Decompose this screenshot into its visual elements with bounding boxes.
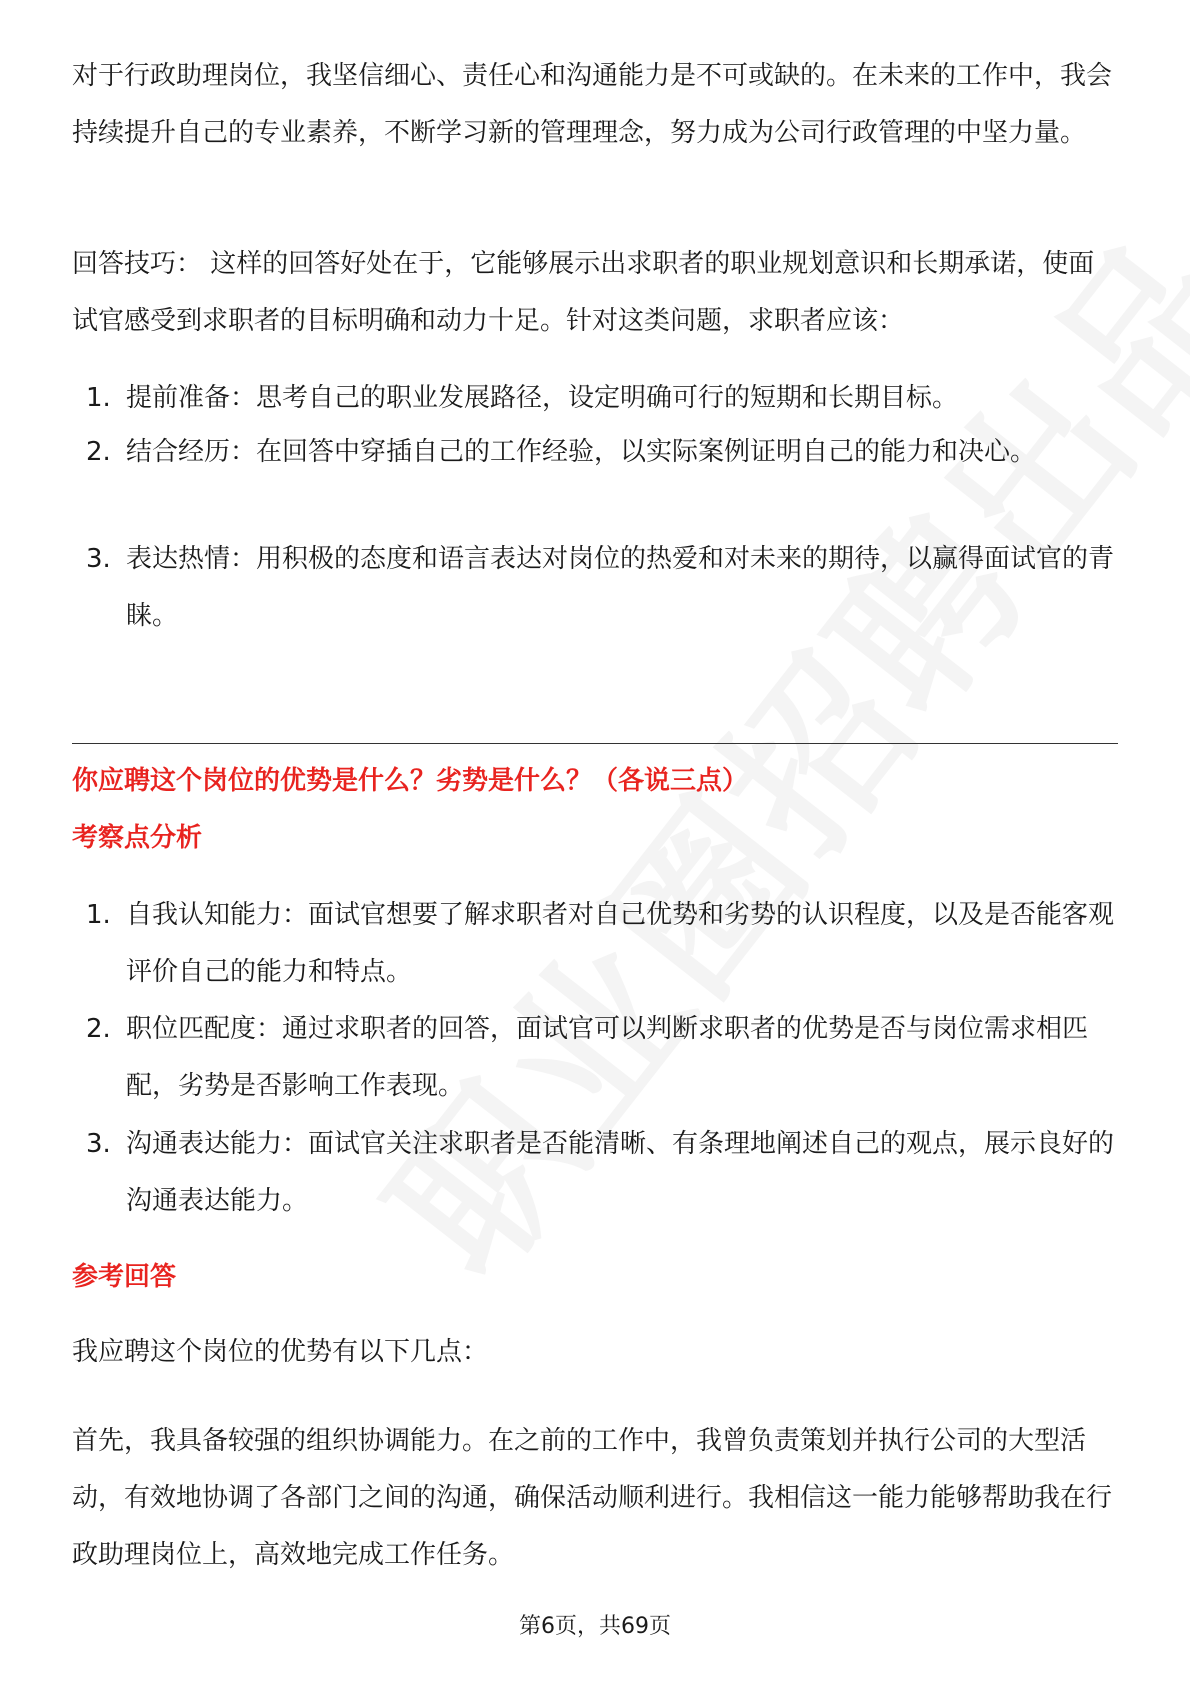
tip-paragraph: 回答技巧： 这样的回答好处在于，它能够展示出求职者的职业规划意识和长期承诺，使面试官感受到求职者的目标明确和动力十足。针对这类问题，求职者应该： xyxy=(72,249,1095,336)
analysis-heading: 考察点分析 xyxy=(72,823,203,853)
list-text: 结合经历：在回答中穿插自己的工作经验，以实际案例证明自己的能力和决心。 xyxy=(126,437,1037,467)
list-text: 沟通表达能力：面试官关注求职者是否能清晰、有条理地阐述自己的观点，展示良好的沟通表达能力。 xyxy=(126,1129,1115,1216)
list-number: 3. xyxy=(86,1129,111,1159)
list-number: 2. xyxy=(86,437,111,467)
list-text: 自我认知能力：面试官想要了解求职者对自己优势和劣势的认识程度，以及是否能客观评价自己的能力和特点。 xyxy=(126,900,1115,987)
reference-heading: 参考回答 xyxy=(72,1262,177,1292)
question-title: 你应聘这个岗位的优势是什么？劣势是什么？（各说三点） xyxy=(72,766,749,796)
page-number-footer: 第6页，共69页 xyxy=(519,1614,671,1639)
list-text: 职位匹配度：通过求职者的回答，面试官可以判断求职者的优势是否与岗位需求相匹配，劣势是否影响工作表现。 xyxy=(126,1014,1089,1101)
list-text: 表达热情：用积极的态度和语言表达对岗位的热爱和对未来的期待，以赢得面试官的青睐。 xyxy=(126,544,1115,631)
list-number: 1. xyxy=(86,383,111,413)
section-divider xyxy=(72,743,1118,744)
intro-paragraph: 对于行政助理岗位，我坚信细心、责任心和沟通能力是不可或缺的。在未来的工作中，我会持续提升自己的专业素养，不断学习新的管理理念，努力成为公司行政管理的中坚力量。 xyxy=(72,61,1113,148)
list-text: 提前准备：思考自己的职业发展路径，设定明确可行的短期和长期目标。 xyxy=(126,383,959,413)
list-number: 2. xyxy=(86,1014,111,1044)
answer-paragraph: 首先，我具备较强的组织协调能力。在之前的工作中，我曾负责策划并执行公司的大型活动，有效地协调了各部门之间的沟通，确保活动顺利进行。我相信这一能力能够帮助我在行政助理岗位上，高效地完成工作任务。 xyxy=(72,1426,1113,1570)
answer-intro: 我应聘这个岗位的优势有以下几点： xyxy=(72,1337,489,1367)
list-number: 3. xyxy=(86,544,111,574)
document-page xyxy=(72,0,1118,1684)
list-number: 1. xyxy=(86,900,111,930)
